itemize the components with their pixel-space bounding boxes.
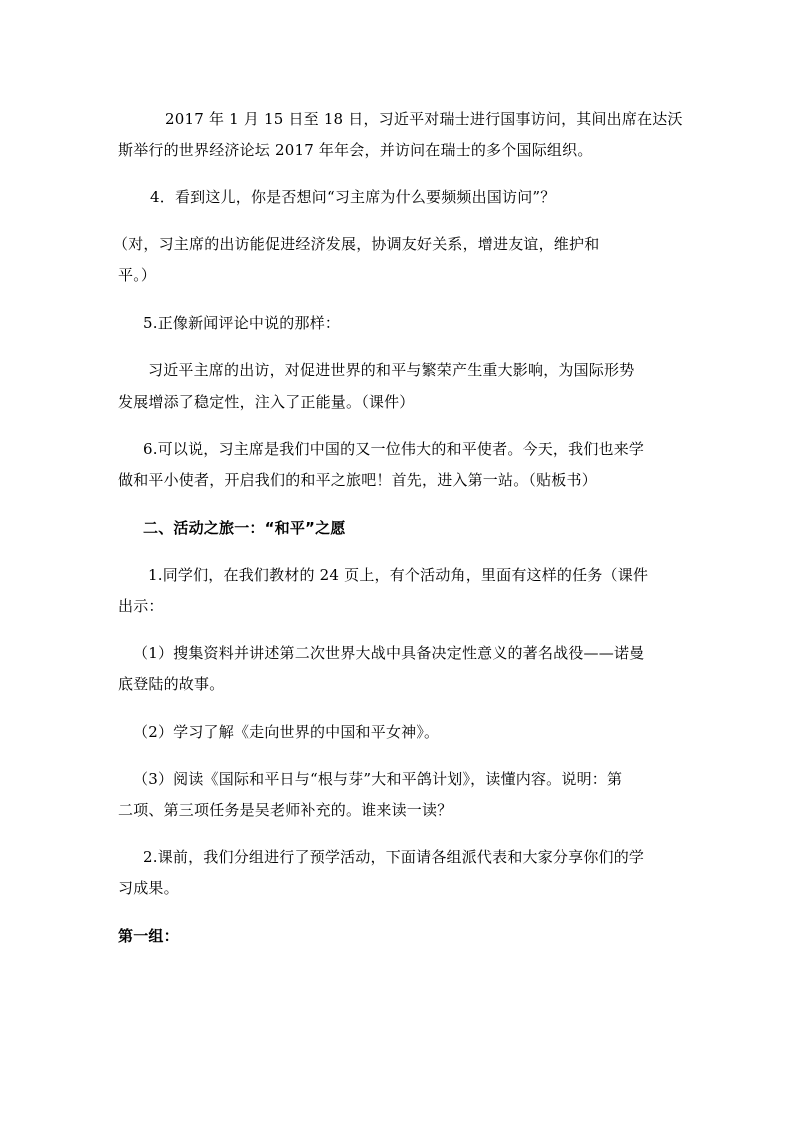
paragraph-item-6-line-1: 6.可以说，习主席是我们中国的又一位伟大的和平使者。今天，我们也来学 (143, 440, 645, 458)
paragraph-question-4: 4．看到这儿，你是否想问“习主席为什么要频频出国访问”？ (150, 188, 556, 206)
paragraph-task-intro-line-1: 1.同学们，在我们教材的 24 页上，有个活动角，里面有这样的任务（课件 (148, 566, 649, 584)
paragraph-visit-switzerland-line-2: 斯举行的世界经济论坛 2017 年年会，并访问在瑞士的多个国际组织。 (118, 141, 593, 159)
paragraph-group-sharing-line-1: 2.课前，我们分组进行了预学活动，下面请各组派代表和大家分享你们的学 (143, 848, 645, 866)
paragraph-answer-line-2: 平。） (118, 266, 157, 284)
paragraph-item-5: 5.正像新闻评论中说的那样： (143, 314, 341, 332)
section-heading: 二、活动之旅一：“和平”之愿 (143, 519, 346, 537)
paragraph-task-intro-line-2: 出示： (118, 597, 164, 615)
paragraph-task-3-line-2: 二项、第三项任务是吴老师补充的。谁来读一读？ (118, 801, 453, 819)
paragraph-group-sharing-line-2: 习成果。 (118, 879, 179, 897)
paragraph-item-6-line-2: 做和平小使者，开启我们的和平之旅吧！首先，进入第一站。（贴板书） (118, 471, 597, 489)
paragraph-visit-switzerland-line-1: 2017 年 1 月 15 日至 18 日，习近平对瑞士进行国事访问，其间出席在达沃 (165, 110, 683, 128)
paragraph-task-1-line-2: 底登陆的故事。 (118, 675, 225, 693)
paragraph-answer-line-1: （对，习主席的出访能促进经济发展，协调友好关系，增进友谊，维护和 (113, 235, 600, 253)
paragraph-task-1-line-1: （1）搜集资料并讲述第二次世界大战中具备决定性意义的著名战役——诺曼 (133, 644, 645, 662)
paragraph-news-quote-line-1: 习近平主席的出访，对促进世界的和平与繁荣产生重大影响，为国际形势 (148, 361, 635, 379)
group-one-label: 第一组： (118, 927, 179, 945)
paragraph-news-quote-line-2: 发展增添了稳定性，注入了正能量。（课件） (118, 393, 415, 411)
paragraph-task-2: （2）学习了解《走向世界的中国和平女神》。 (133, 723, 440, 741)
paragraph-task-3-line-1: （3）阅读《国际和平日与“根与芽”大和平鸽计划》，读懂内容。说明：第 (133, 770, 623, 788)
